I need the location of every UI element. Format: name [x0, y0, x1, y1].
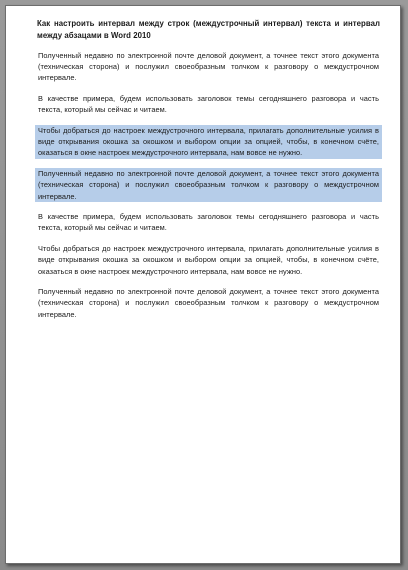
document-body[interactable]	[37, 18, 380, 329]
document-title[interactable]: Как настроить интервал между строк (междустрочный интервал) текста и интервал между абзацами в Word 2010	[37, 19, 380, 40]
paragraph-7[interactable]: Полученный недавно по электронной почте деловой документ, а точнее текст этого документа (техническая сторона) и послужил своеобразным толчком к разговору о междустрочном интервале.	[38, 287, 379, 319]
paragraph-6[interactable]: Чтобы добраться до настроек междустрочного интервала, прилагать дополнительные усилия в виде открывания окошка за окошком и выбором опции за опцией, чтобы, в конечном счёте, оказаться в окне настроек междустрочного интервала, нам вовсе не нужно.	[38, 244, 379, 276]
document-page[interactable]	[5, 5, 401, 564]
paragraph-5[interactable]: В качестве примера, будем использовать заголовок темы сегодняшнего разговора и часть текста, который мы сейчас и читаем.	[38, 212, 379, 233]
paragraph-4-selected[interactable]: Полученный недавно по электронной почте деловой документ, а точнее текст этого документа (техническая сторона) и послужил своеобразным толчком к разговору о междустрочном интервале.	[35, 168, 382, 202]
paragraph-1[interactable]: Полученный недавно по электронной почте деловой документ, а точнее текст этого документа (техническая сторона) и послужил своеобразным толчком к разговору о междустрочном интервале.	[38, 51, 379, 83]
paragraph-2[interactable]: В качестве примера, будем использовать заголовок темы сегодняшнего разговора и часть текста, который мы сейчас и читаем.	[38, 94, 379, 115]
paragraph-3-selected[interactable]: Чтобы добраться до настроек междустрочного интервала, прилагать дополнительные усилия в виде открывания окошка за окошком и выбором опции за опцией, чтобы, в конечном счёте, оказаться в окне настроек междустрочного интервала, нам вовсе не нужно.	[35, 125, 382, 159]
